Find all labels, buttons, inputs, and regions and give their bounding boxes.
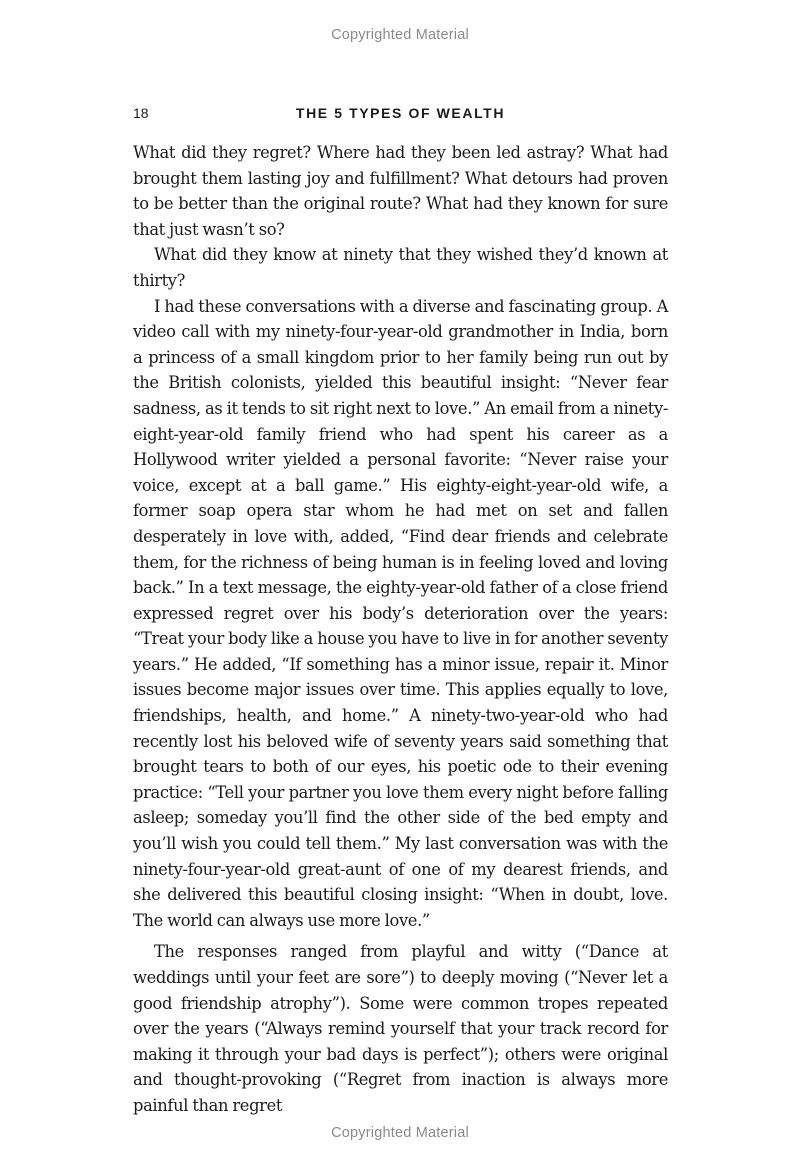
- copyright-watermark-top: Copyrighted Material: [331, 27, 469, 43]
- paragraph-2: What did they know at ninety that they wished they’d known at thirty?: [133, 245, 668, 290]
- running-header: [133, 105, 668, 125]
- book-title: THE 5 TYPES OF WEALTH: [295, 105, 506, 121]
- copyright-watermark-bottom: Copyrighted Material: [331, 1125, 469, 1141]
- page-body: [133, 140, 668, 1119]
- paragraph-3: I had these conversations with a diverse and fascinating group. A video call with my ninety-four-year-old grandmother in India, born a princess of a small kingdom prior to her family being run out by the British colonists, yielded this beautiful insight: “Never fear sadness, as it tends to sit right next to love.” An email from a ninety-eight-year-old family friend who had spent his career as a Hollywood writer yielded a personal favorite: “Never raise your voice, except at a ball game.” His eighty-eight-year-old wife, a former soap opera star whom he had met on set and fallen desperately in love with, added, “Find dear friends and celebrate them, for the richness of being human is in feeling loved and loving back.” In a text message, the eighty-year-old father of a close friend expressed regret over his body’s deterioration over the years: “Treat your body like a house you have to live in for another seventy years.” He added, “If something has a minor issue, repair it. Minor issues become major issues over time. This applies equally to love, friendships, health, and home.” A ninety-two-year-old who had recently lost his beloved wife of seventy years said something that brought tears to both of our eyes, his poetic ode to their evening practice: “Tell your partner you love them every night before falling asleep; someday you’ll find the other side of the bed empty and you’ll wish you could tell them.” My last conversation was with the ninety-four-year-old great-aunt of one of my dearest friends, and she delivered this beautiful closing insight: “When in doubt, love. The world can always use more love.”: [133, 296, 668, 930]
- paragraph-1: What did they regret? Where had they been led astray? What had brought them lasting joy and fulfillment? What detours had proven to be better than the original route? What had they known for sure that just wasn’t so?: [133, 143, 668, 239]
- page-number: 18: [133, 105, 149, 121]
- paragraph-4: The responses ranged from playful and witty (“Dance at weddings until your feet are sore”) to deeply moving (“Never let a good friendship atrophy”). Some were common tropes repeated over the years (“Always remind yourself that your track record for making it through your bad days is perfect”); others were original and thought-provoking (“Regret from inaction is always more painful than regret: [133, 942, 668, 1115]
